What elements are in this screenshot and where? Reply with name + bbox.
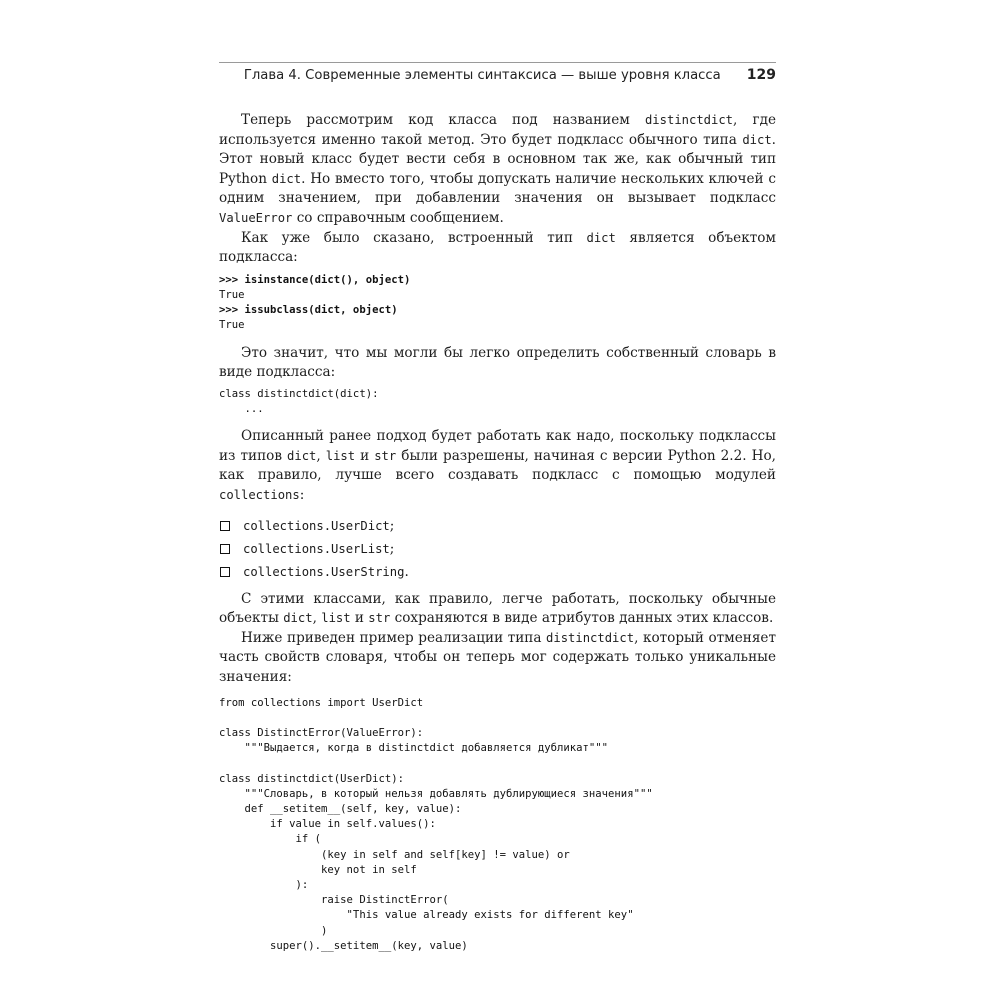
paragraph-builtin-dict	[219, 229, 776, 268]
text-run: , который отменяет часть свойств словаря, чтобы он теперь мог содержать только уникальные значения:	[219, 629, 776, 685]
list-item	[219, 561, 776, 584]
inline-code: dict	[586, 230, 616, 245]
text-run: , где используется именно такой метод. Это будет подкласс обычного типа	[219, 112, 777, 148]
list-item-code: collections.UserList	[243, 542, 390, 557]
text-run: и	[350, 610, 369, 627]
checkbox-bullet-icon	[220, 544, 230, 554]
inline-code: list	[325, 448, 356, 463]
text-run: и	[355, 447, 375, 464]
inline-code: str	[374, 448, 397, 463]
text-run: ,	[316, 447, 326, 464]
code-block-distinctdict: from collections import UserDict class DistinctError(ValueError): """Выдается, когда в distinctdict добавляется дубликат""" class distinctdict(UserDict): """Словарь, в который нельзя добавлять дублирующиеся значения""" def __setitem__(self, key, value): if value in self.values(): if ( (key in self and self[key] != value) or key not in self ): raise DistinctError( "This value already exists for different key" ) super().__setitem__(key, value)	[219, 696, 653, 952]
code-line: >>> issubclass(dict, object)	[219, 304, 398, 317]
text-run: Ниже приведен пример реализации типа	[241, 629, 547, 646]
book-page	[219, 62, 776, 952]
text-run: сохраняются в виде атрибутов данных этих классов.	[390, 610, 774, 627]
paragraph-subclass: Это значит, что мы могли бы легко определить собственный словарь в виде подкласса:	[219, 344, 776, 381]
checkbox-bullet-icon	[220, 567, 230, 577]
inline-code: collections	[219, 487, 300, 502]
list-item-punct: .	[404, 564, 409, 581]
inline-code: dict	[283, 611, 313, 626]
text-run: ,	[312, 610, 322, 627]
list-item-code: collections.UserString	[243, 565, 405, 580]
paragraph-example	[219, 629, 776, 688]
text-run: :	[299, 486, 305, 503]
list-item-punct: ;	[389, 518, 395, 535]
code-block-class-def: class distinctdict(dict): ...	[219, 387, 379, 415]
text-run: Описанный ранее подход будет работать как надо, поскольку подклассы из типов	[219, 428, 776, 464]
page-number: 129	[746, 67, 776, 83]
text-run: является объектом подкласса:	[219, 229, 776, 266]
inline-code: dict	[287, 448, 317, 463]
paragraph-approach	[219, 427, 776, 505]
text-run: Теперь рассмотрим код класса под названием	[241, 112, 645, 128]
inline-code: distinctdict	[546, 630, 635, 645]
collections-list	[219, 515, 776, 584]
list-item-code: collections.UserDict	[243, 519, 390, 534]
list-item	[219, 515, 776, 538]
inline-code: dict	[271, 171, 302, 186]
checkbox-bullet-icon	[220, 521, 230, 531]
code-line: >>> isinstance(dict(), object)	[219, 273, 411, 286]
code-line: True	[219, 288, 245, 301]
paragraph-intro	[219, 111, 776, 229]
paragraph-classes	[219, 590, 776, 629]
list-item-punct: ;	[389, 541, 395, 558]
inline-code: ValueError	[219, 210, 293, 225]
inline-code: list	[321, 611, 351, 626]
running-header	[219, 62, 776, 89]
chapter-title: Глава 4. Современные элементы синтаксиса — выше уровня класса	[243, 68, 721, 83]
inline-code: str	[368, 611, 391, 626]
text-run: со справочным сообщением.	[292, 209, 504, 226]
inline-code: dict	[742, 132, 772, 147]
text-run: . Но вместо того, чтобы допускать наличие нескольких ключей с одним значением, при добавлении значения он вызывает подкласс	[219, 170, 776, 207]
inline-code: distinctdict	[644, 113, 734, 127]
code-line: True	[219, 319, 245, 332]
text-run: были разрешены, начиная с версии Python 2.2. Но, как правило, лучше всего создавать подкласс с помощью модулей	[219, 447, 776, 484]
page-body	[219, 111, 776, 954]
code-block-isinstance	[219, 273, 776, 334]
list-item	[219, 538, 776, 561]
text-run: . Этот новый класс будет вести себя в основном так же, как обычный тип Python	[219, 131, 776, 187]
text-run: С этими классами, как правило, легче работать, поскольку обычные объекты	[219, 590, 776, 627]
text-run: Как уже было сказано, встроенный тип	[241, 229, 587, 246]
